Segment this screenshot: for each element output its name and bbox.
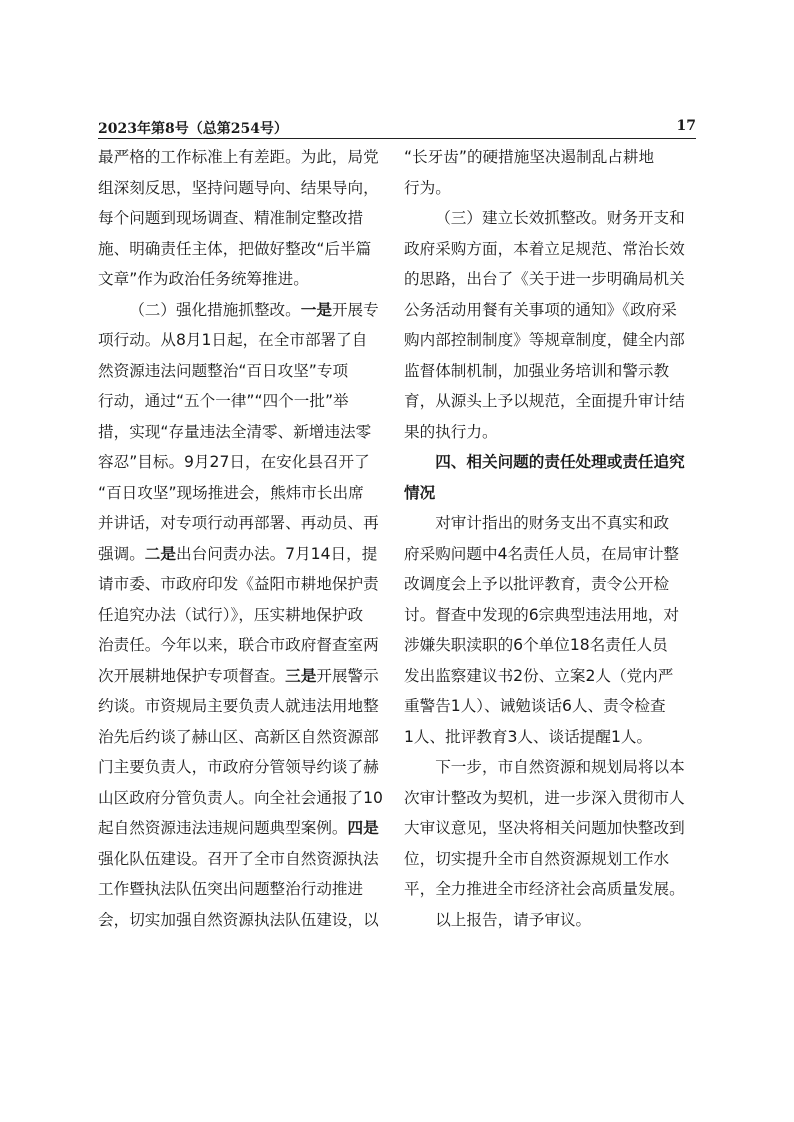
text-line: 施、明确责任主体，把做好整改“后半篇 (98, 239, 372, 258)
text-line: 次审计整改为契机，进一步深入贯彻市人 (404, 788, 685, 807)
text-line: 容忍”目标。9月27日，在安化县召开了 (98, 453, 370, 471)
key-phrase-fourth: 四是 (347, 819, 379, 837)
text-line: 治先后约谈了赫山区、高新区自然资源部 (98, 727, 379, 746)
text-line: 对审计指出的财务支出不真实和政 (435, 514, 670, 532)
text-line (404, 203, 696, 234)
paragraph-next-steps (404, 752, 696, 905)
text-line: 请市委、市政府印发《益阳市耕地保护责 (98, 575, 379, 593)
text-line: 治责任。今年以来，联合市政府督查室两 (98, 636, 379, 654)
text-line: 购内部控制制度》等规章制度，健全内部 (404, 331, 685, 349)
text-line: 行为。 (404, 178, 451, 197)
text-line: 1人、批评教育3人、谈话提醒1人。 (404, 727, 653, 746)
text-fragment: 开展专 (331, 300, 379, 319)
text-line: 会，切实加强自然资源执法队伍建设，以 (98, 910, 379, 929)
text-line: 监督体制机制，加强业务培训和警示教 (404, 361, 670, 380)
text-line: 位，切实提升全市自然资源规划工作水 (404, 849, 670, 868)
text-line: 果的执行力。 (404, 422, 498, 441)
paragraph-continued (404, 142, 696, 203)
paragraph-accountability (404, 508, 696, 752)
key-phrase-third: 三是 (285, 666, 317, 685)
text-line: 项行动。从8月1日起，在全市部署了自 (98, 331, 368, 349)
section-title (404, 447, 696, 508)
paragraph-continued (98, 142, 390, 295)
text-line: 门主要负责人，市政府分管领导约谈了赫 (98, 758, 379, 776)
text-line: 讨。督查中发现的6宗典型违法用地，对 (404, 605, 680, 624)
subsection-heading: （三）建立长效抓整改。 (435, 209, 607, 227)
text-fragment: 开展警示 (316, 666, 379, 685)
page-header (98, 116, 696, 138)
text-fragment: 次开展耕地保护专项督查。 (98, 666, 286, 685)
text-line: 平，全力推进全市经济社会高质量发展。 (404, 880, 685, 898)
text-line: 大审议意见，坚决将相关问题加快整改到 (404, 819, 685, 837)
paragraph-closing (404, 905, 696, 936)
text-line: 任追究办法（试行）》，压实耕地保护政 (98, 605, 364, 624)
text-line (98, 661, 390, 692)
text-line: 改调度会上予以批评教育，责令公开检 (404, 575, 670, 593)
text-line (98, 539, 390, 570)
key-phrase-second: 二是 (144, 544, 176, 563)
text-line: 以上报告，请予审议。 (435, 910, 592, 929)
text-fragment: 出台问责办法。7月14日，提 (176, 544, 378, 563)
subsection-heading: （二）强化措施抓整改。 (129, 300, 301, 319)
text-line: 措，实现“存量违法全清零、新增违法零 (98, 422, 372, 441)
text-line (98, 813, 390, 844)
paragraph-long-term (404, 203, 696, 447)
section-title-line: 情况 (404, 483, 436, 502)
paragraph-measures (98, 295, 390, 936)
text-line: 政府采购方面，本着立足规范、常治长效 (404, 239, 685, 258)
text-line: 然资源违法问题整治“百日攻坚”专项 (98, 361, 349, 380)
text-line: “百日攻坚”现场推进会，熊炜市长出席 (98, 483, 364, 502)
text-line: 发出监察建议书2份、立案2人（党内严 (404, 666, 674, 685)
header-rule (98, 138, 696, 139)
text-line: 强化队伍建设。召开了全市自然资源执法 (98, 849, 379, 868)
text-line: 育，从源头上予以规范，全面提升审计结 (404, 392, 685, 410)
section-title-line: 四、相关问题的责任处理或责任追究 (435, 453, 685, 471)
key-phrase-first: 一是 (300, 300, 332, 319)
text-line: 府采购问题中4名责任人员，在局审计整 (404, 544, 680, 563)
text-line: 文章”作为政治任务统筹推进。 (98, 270, 309, 288)
text-line: 最严格的工作标准上有差距。为此，局党 (98, 148, 379, 166)
page-number: 17 (676, 118, 696, 134)
text-line: 重警告1人）、诫勉谈话6人、责令检查 (404, 697, 666, 715)
text-line: 的思路，出台了《关于进一步明确局机关 (404, 270, 685, 288)
left-column (98, 142, 390, 935)
text-line: 涉嫌失职渎职的6个单位18名责任人员 (404, 636, 668, 654)
text-line: 下一步，市自然资源和规划局将以本 (435, 758, 685, 776)
issue-label: 2023年第8号（总第254号） (98, 121, 288, 137)
text-line (98, 295, 390, 326)
text-fragment: 起自然资源违法违规问题典型案例。 (98, 819, 348, 837)
text-line: 并讲话，对专项行动再部署、再动员、再 (98, 514, 379, 532)
text-line: “长牙齿”的硬措施坚决遏制乱占耕地 (404, 148, 655, 166)
text-fragment: 强调。 (98, 544, 145, 563)
text-line: 组深刻反思，坚持问题导向、结果导向， (98, 178, 379, 197)
text-line: 山区政府分管负责人。向全社会通报了10 (98, 788, 383, 807)
right-column (404, 142, 696, 935)
text-fragment: 财务开支和 (606, 209, 685, 227)
text-line: 每个问题到现场调查、精准制定整改措 (98, 209, 364, 227)
text-line: 行动，通过“五个一律”“四个一批”举 (98, 392, 349, 410)
text-line: 约谈。市资规局主要负责人就违法用地整 (98, 697, 379, 715)
text-line: 工作暨执法队伍突出问题整治行动推进 (98, 880, 364, 898)
text-line: 公务活动用餐有关事项的通知》《政府采 (404, 300, 677, 319)
